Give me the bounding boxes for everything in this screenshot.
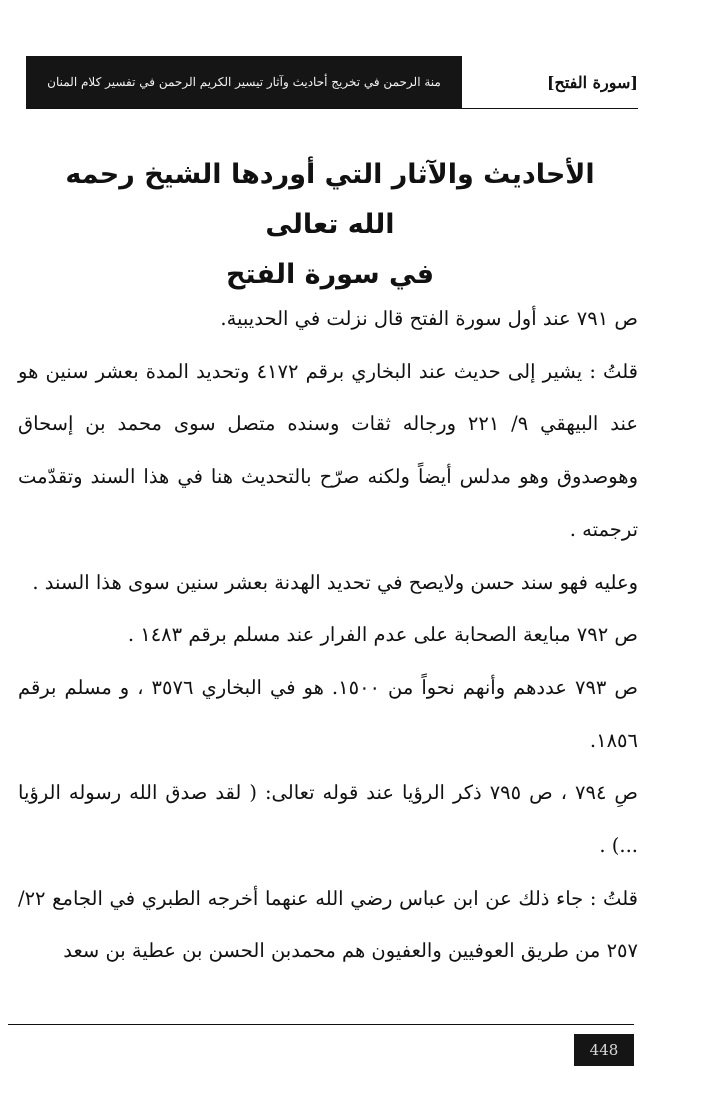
paragraph: ص ٧٩١ عند أول سورة الفتح قال نزلت في الحديبية. <box>220 307 638 330</box>
surah-label: [سورة الفتح] <box>546 72 638 92</box>
body-text <box>18 293 638 978</box>
book-title: منة الرحمن في تخريج أحاديث وآثار تيسير الكريم الرحمن في تفسير كلام المنان <box>47 75 441 89</box>
section-title <box>40 150 620 300</box>
paragraph: ص ٧٩٢ مبايعة الصحابة على عدم الفرار عند مسلم برقم ١٤٨٣ . <box>127 623 638 647</box>
paragraph: ص ٧٩٣ عددهم وأنهم نحواً من ١٥٠٠. هو في البخاري ٣٥٧٦ ، و مسلم برقم ١٨٥٦. <box>18 675 638 752</box>
page-number: 448 <box>574 1034 634 1066</box>
running-header <box>26 56 638 109</box>
book-title-banner <box>26 56 462 108</box>
paragraph: صِ ٧٩٤ ، ص ٧٩٥ ذكر الرؤيا عند قوله تعالى: ( لقد صدق الله رسوله الرؤيا ...) . <box>18 781 638 858</box>
paragraph: قلتُ : جاء ذلك عن ابن عباس رضي الله عنهما أخرجه الطبري في الجامع ٢٢/ ٢٥٧ من طريق العوفيين والعفيون هم محمدبن الحسن بن عطية بن سعد <box>18 886 638 963</box>
paragraph: وعليه فهو سند حسن ولايصح في تحديد الهدنة بعشر سنين سوى هذا السند . <box>32 570 638 594</box>
section-title-line-2: في سورة الفتح <box>225 259 435 290</box>
paragraph: قلتُ : يشير إلى حديث عند البخاري برقم ٤١٧٢ وتحديد المدة بعشر سنين هو عند البيهقي ٩/ ٢٢١ ورجاله ثقات وسنده متصل سوى محمد بن إسحاق وهوصدوق وهو مدلس أيضاً ولكنه صرّح بالتحديث هنا في هذا السند وتقدّمت ترجمته . <box>18 359 638 541</box>
footer-rule <box>8 1024 634 1025</box>
section-title-line-1: الأحاديث والآثار التي أوردها الشيخ رحمه الله تعالى <box>65 159 595 240</box>
